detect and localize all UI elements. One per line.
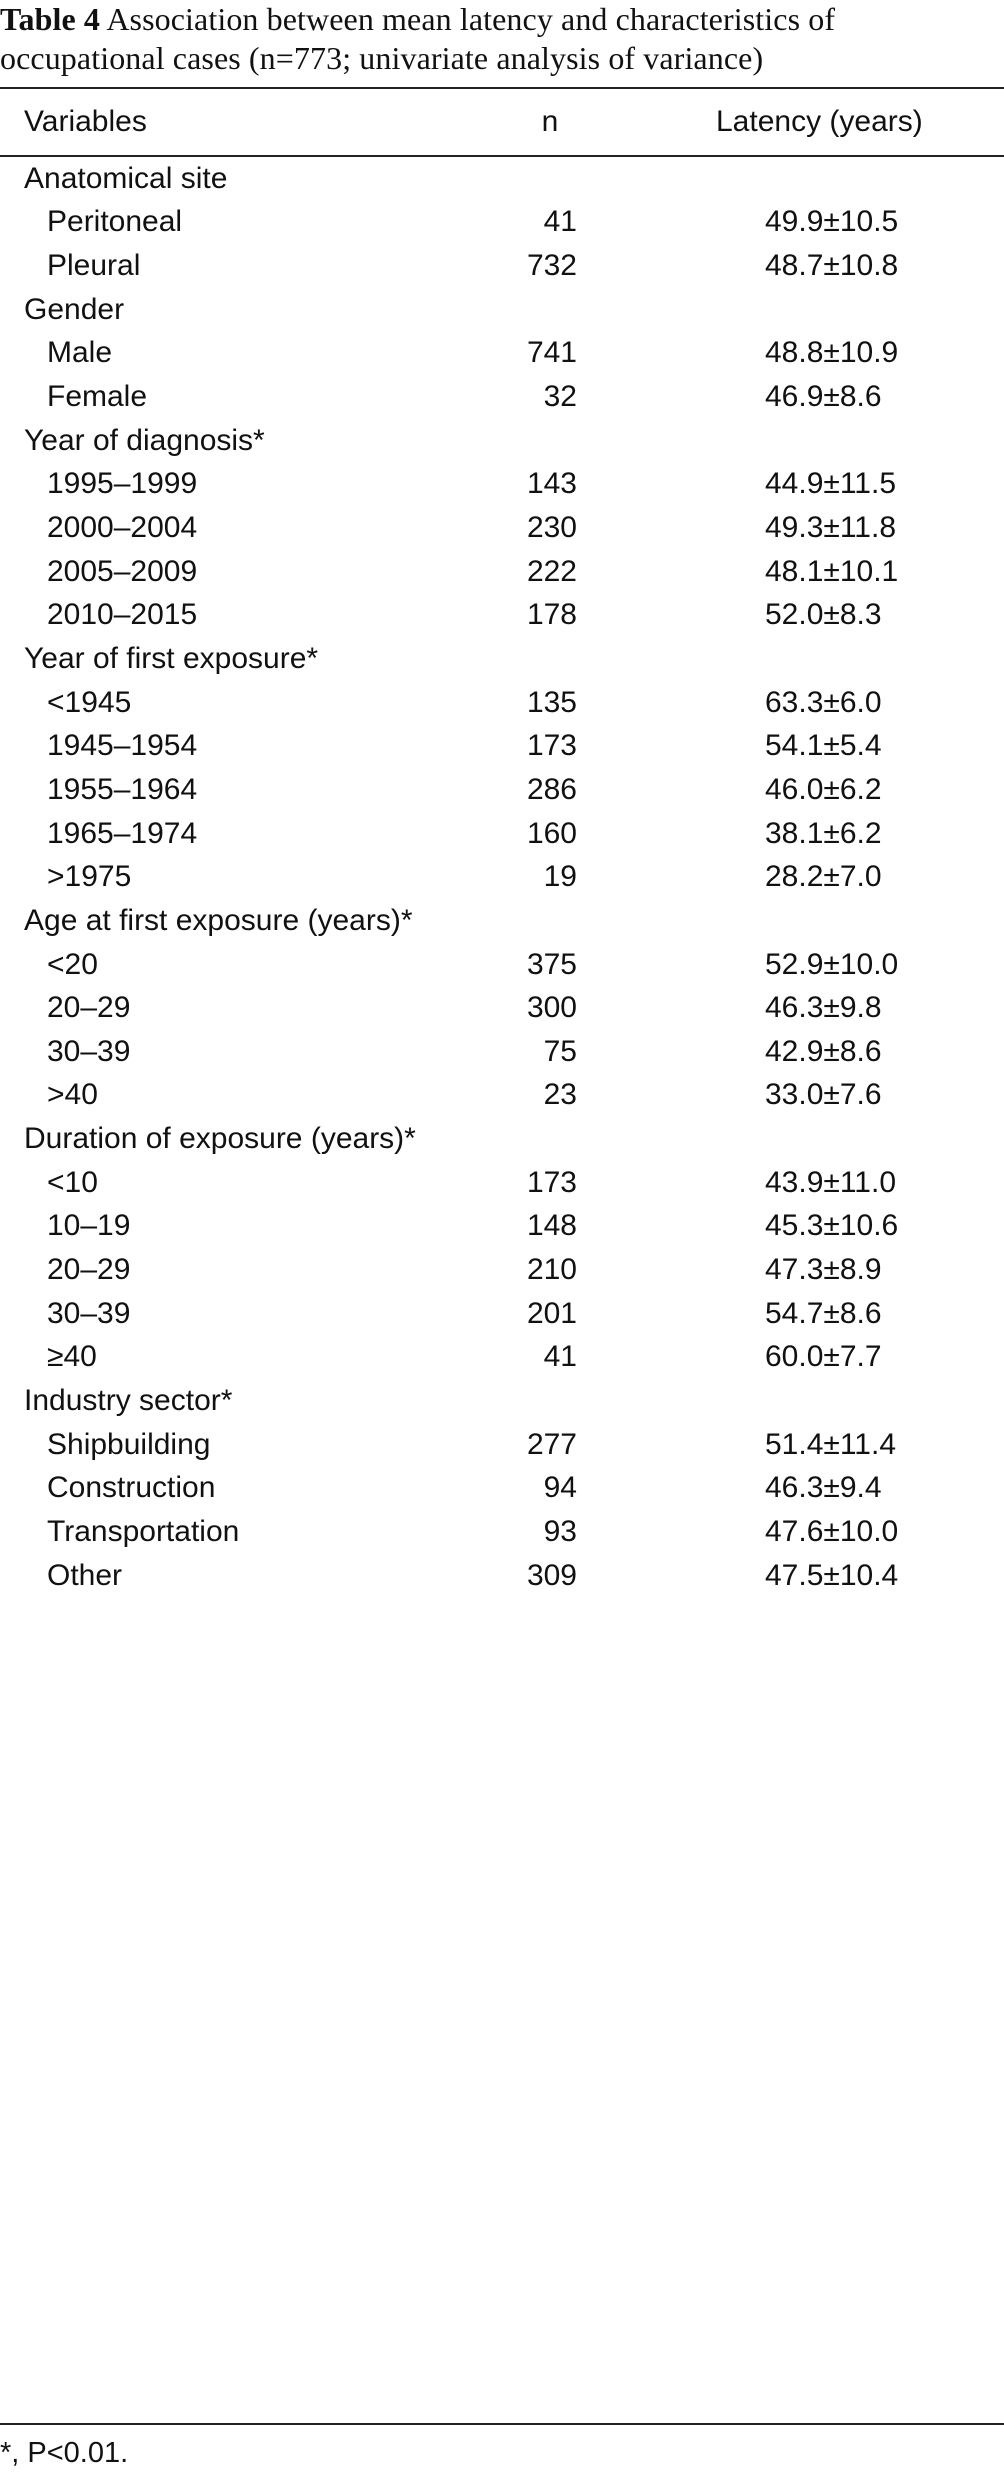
row-n: 143 [526,467,577,501]
row-latency: 52.9±10.0 [765,947,899,981]
table-row [0,1030,1004,1074]
row-n: 300 [526,991,577,1025]
table-row [0,201,1004,245]
row-latency: 47.6±10.0 [765,1514,899,1548]
row-label: Shipbuilding [47,1427,211,1461]
table-number: Table 4 [0,1,100,37]
row-label: Construction [47,1471,216,1505]
row-n: 23 [543,1078,577,1112]
table-row [0,1423,1004,1467]
table-row [0,768,1004,812]
table-row [0,1510,1004,1554]
row-latency: 47.5±10.4 [765,1558,899,1592]
table-row [0,1248,1004,1292]
row-n: 93 [543,1514,577,1548]
row-n [420,899,577,943]
row-latency: 51.4±11.4 [765,1427,897,1461]
row-latency: 54.7±8.6 [765,1296,882,1330]
row-latency: 28.2±7.0 [765,860,882,894]
row-latency: 45.3±10.6 [765,1209,899,1243]
row-label: 2000–2004 [47,511,198,544]
row-latency: 46.0±6.2 [765,772,882,806]
header-n: n [541,104,559,138]
table-row [0,986,1004,1030]
table-header [0,88,1004,155]
row-latency: 47.3±8.9 [765,1253,882,1287]
row-n: 286 [526,772,577,806]
row-latency: 49.9±10.5 [765,205,899,239]
table-group-row [0,1379,1004,1423]
table-row [0,812,1004,856]
row-n: 41 [543,205,577,239]
row-label: Pleural [47,249,141,283]
row-n [420,1117,577,1161]
row-n [420,157,577,201]
table-group-row [0,157,1004,201]
row-n: 173 [526,1165,577,1199]
row-n: 135 [526,685,577,719]
table-group-row [0,288,1004,332]
row-label: >40 [47,1078,98,1112]
row-latency: 46.3±9.4 [765,1471,882,1505]
table-row [0,550,1004,594]
row-label: 2010–2015 [47,598,198,632]
row-latency: 46.3±9.8 [765,991,882,1025]
row-n: 210 [526,1253,577,1287]
table-row [0,1074,1004,1118]
row-label: ≥40 [47,1340,97,1374]
row-n: 75 [543,1034,577,1068]
row-n: 32 [543,380,577,414]
group-label: Duration of exposure (years)* [24,1122,416,1156]
row-label: 20–29 [47,991,131,1025]
table-row [0,943,1004,987]
row-n: 160 [526,816,577,850]
row-n: 375 [526,947,577,981]
row-label: 20–29 [47,1253,131,1287]
caption-line-1 [0,0,1004,39]
row-n [420,1379,577,1423]
row-latency: 46.9±8.6 [765,380,882,414]
table-group-row [0,1117,1004,1161]
row-n [420,637,577,681]
row-label: 1955–1964 [47,772,198,806]
row-n: 94 [543,1471,577,1505]
row-n: 222 [526,554,577,588]
table-group-row [0,899,1004,943]
row-label: Transportation [47,1514,240,1548]
table-row [0,681,1004,725]
row-label: Male [47,336,113,370]
table-row [0,375,1004,419]
row-label: 30–39 [47,1296,131,1330]
row-latency: 49.3±11.8 [765,511,897,544]
table-row [0,332,1004,376]
row-label: Other [47,1558,123,1592]
row-label: 1995–1999 [47,467,198,501]
caption-text-1: Association between mean latency and characteristics of [100,1,836,37]
row-label: 30–39 [47,1034,131,1068]
table-row [0,463,1004,507]
row-latency: 52.0±8.3 [765,598,882,632]
row-n: 230 [526,511,577,544]
bottom-rule [0,2423,1004,2425]
table-row [0,1205,1004,1249]
row-n: 148 [526,1209,577,1243]
row-label: Female [47,380,148,414]
row-n: 277 [526,1427,577,1461]
table-row [0,1467,1004,1511]
header-variables: Variables [24,104,147,138]
row-latency: 44.9±11.5 [765,467,897,501]
table-group-row [0,419,1004,463]
row-n: 309 [526,1558,577,1592]
header-latency: Latency (years) [716,104,923,138]
row-label: 10–19 [47,1209,131,1243]
group-label: Age at first exposure (years)* [24,903,413,937]
row-latency: 48.1±10.1 [765,554,899,588]
table-row [0,1336,1004,1380]
row-latency: 60.0±7.7 [765,1340,882,1374]
row-label: <10 [47,1165,98,1199]
row-label: >1975 [47,860,132,894]
table-row [0,506,1004,550]
table-row [0,1161,1004,1205]
row-n: 19 [543,860,577,894]
row-n: 741 [526,336,577,370]
table-caption [0,0,1004,78]
row-n [420,288,577,332]
group-label: Industry sector* [24,1384,233,1417]
table-footnote: *, P<0.01. [0,2437,129,2469]
group-label: Year of diagnosis* [24,423,265,457]
table-row [0,855,1004,899]
row-latency: 33.0±7.6 [765,1078,882,1112]
table-row [0,1292,1004,1336]
row-latency: 54.1±5.4 [765,729,882,763]
group-label: Year of first exposure* [24,641,319,675]
row-latency: 42.9±8.6 [765,1034,882,1068]
caption-line-2: occupational cases (n=773; univariate analysis of variance) [0,40,764,76]
row-n: 178 [526,598,577,632]
row-label: 1965–1974 [47,816,198,850]
table-row [0,244,1004,288]
row-latency: 63.3±6.0 [765,685,882,719]
row-n [420,419,577,463]
group-label: Anatomical site [24,161,228,195]
table-row [0,724,1004,768]
row-label: <20 [47,947,98,981]
table-row [0,1554,1004,1598]
row-latency: 48.8±10.9 [765,336,899,370]
table-row [0,594,1004,638]
row-label: 1945–1954 [47,729,198,763]
row-label: Peritoneal [47,205,183,239]
table-group-row [0,637,1004,681]
row-n: 201 [526,1296,577,1330]
row-n: 732 [526,249,577,283]
row-n: 173 [526,729,577,763]
row-latency: 38.1±6.2 [765,816,882,850]
group-label: Gender [24,292,125,326]
row-latency: 43.9±11.0 [765,1165,897,1199]
row-n: 41 [543,1340,577,1374]
row-label: 2005–2009 [47,554,198,588]
row-label: <1945 [47,685,132,719]
row-latency: 48.7±10.8 [765,249,899,283]
